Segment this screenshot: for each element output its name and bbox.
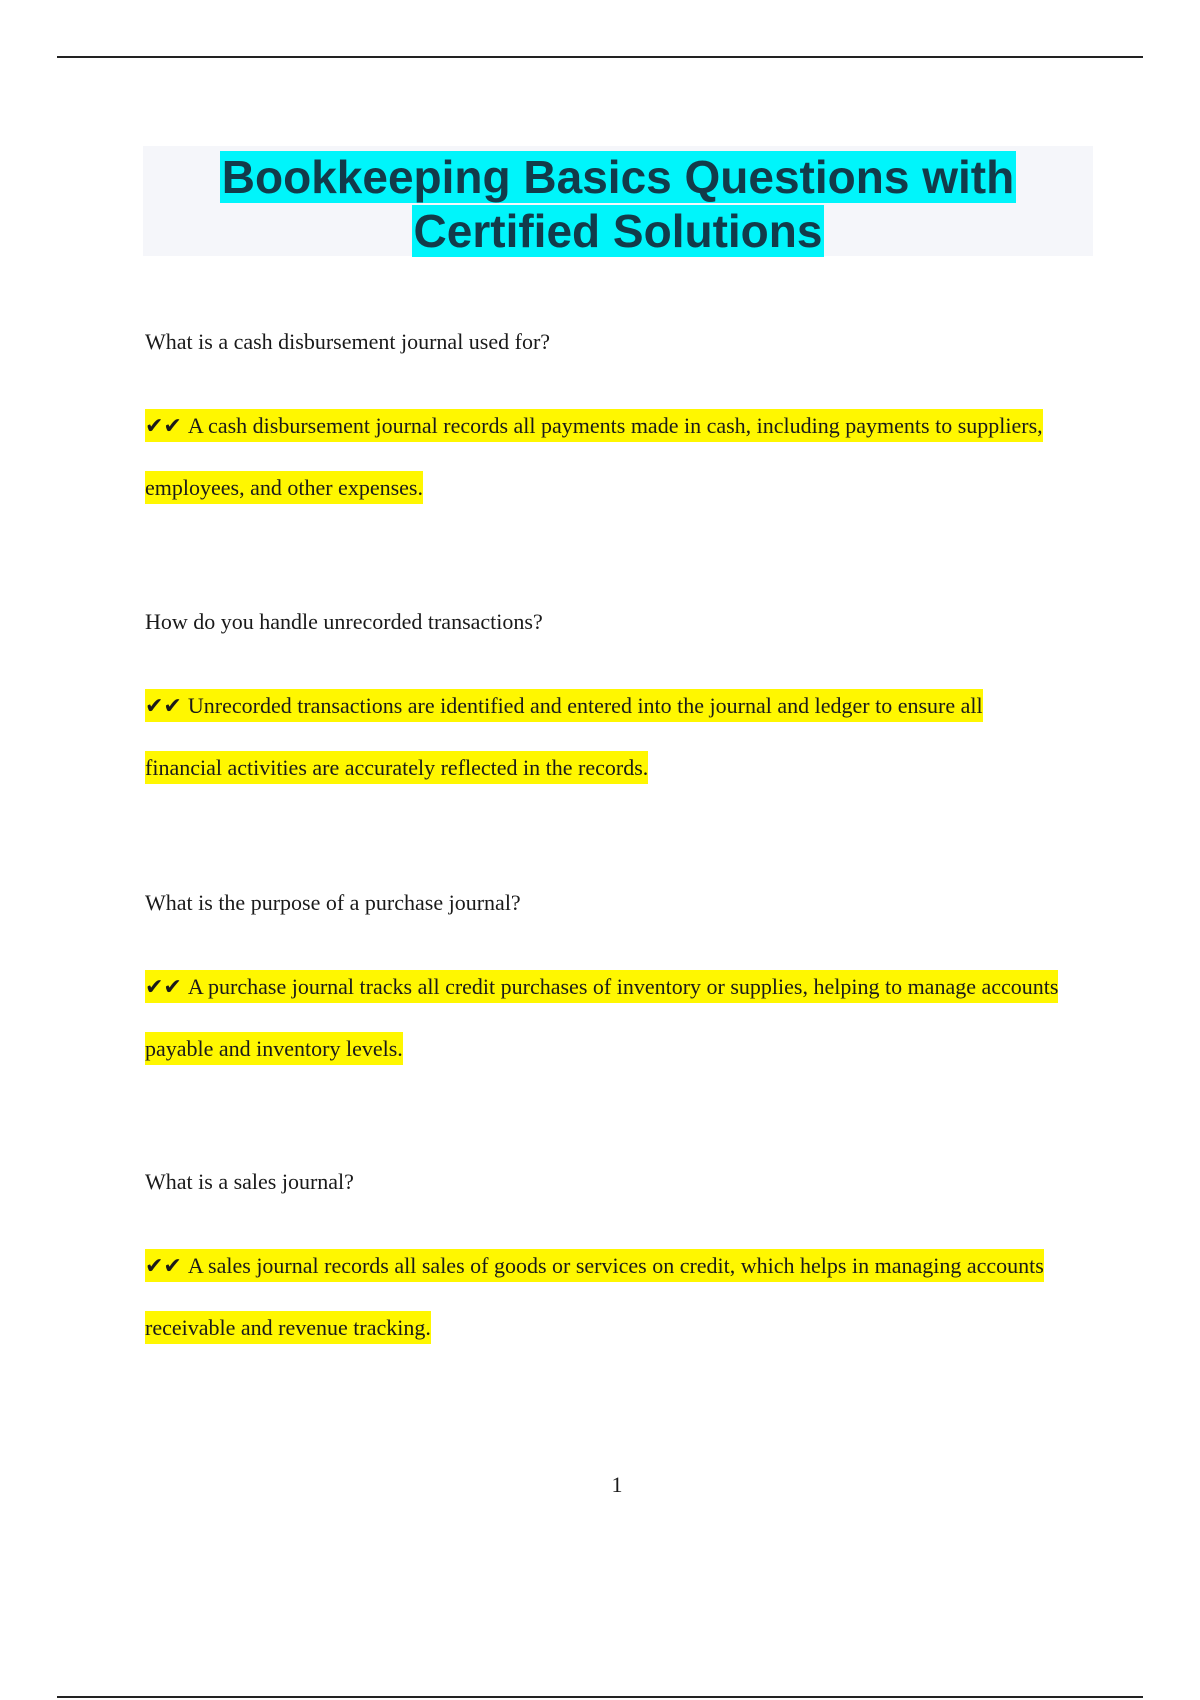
answer-highlight (145, 409, 1043, 504)
answer-body: A cash disbursement journal records all payments made in cash, including payments to suppliers, employees, and other expenses. (145, 413, 1043, 500)
title-banner (143, 146, 1093, 256)
question-text: How do you handle unrecorded transactions? (145, 609, 543, 634)
answer-text (145, 956, 1065, 1079)
page-number: 1 (611, 1472, 623, 1497)
answer-text (145, 395, 1065, 518)
qa-item-3 (145, 888, 1065, 1079)
top-rule (57, 56, 1143, 58)
answer-body: A sales journal records all sales of goods or services on credit, which helps in managing accounts receivable and revenue tracking. (145, 1253, 1044, 1340)
qa-item-4 (145, 1167, 1065, 1358)
bottom-rule (57, 1696, 1143, 1698)
answer-body: Unrecorded transactions are identified and entered into the journal and ledger to ensure all financial activities are accurately reflected in the records. (145, 693, 983, 780)
check-icon: ✔✔ (145, 414, 182, 439)
document-title-text: Bookkeeping Basics Questions with Certified Solutions (221, 151, 1015, 257)
answer-highlight (145, 970, 1058, 1065)
question-text: What is the purpose of a purchase journal? (145, 890, 521, 915)
answer-text (145, 675, 1065, 798)
check-icon: ✔✔ (145, 1254, 182, 1279)
answer-text (145, 1235, 1065, 1358)
document-title (143, 146, 1093, 258)
question-text: What is a cash disbursement journal used for? (145, 329, 551, 354)
check-icon: ✔✔ (145, 694, 182, 719)
qa-item-2 (145, 607, 1065, 798)
qa-item-1 (145, 327, 1065, 518)
question-text: What is a sales journal? (145, 1169, 354, 1194)
answer-highlight (145, 689, 983, 784)
answer-body: A purchase journal tracks all credit purchases of inventory or supplies, helping to manage accounts payable and inventory levels. (145, 974, 1059, 1061)
answer-highlight (145, 1249, 1044, 1344)
check-icon: ✔✔ (145, 975, 182, 1000)
